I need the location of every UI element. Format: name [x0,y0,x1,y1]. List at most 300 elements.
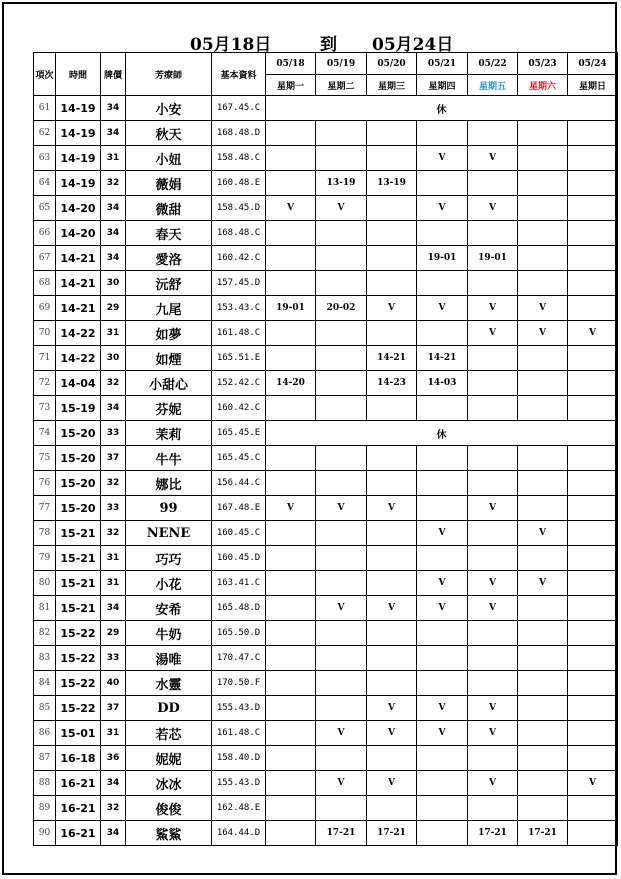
row-time: 15-22 [56,646,101,671]
schedule-cell [266,321,316,346]
schedule-cell [316,521,367,546]
row-time: 15-01 [56,721,101,746]
row-price: 32 [101,521,126,546]
table-row [34,246,618,271]
schedule-cell: V [417,521,468,546]
table-row [34,746,618,771]
row-therapist: 俊俊 [126,796,212,821]
row-price: 40 [101,671,126,696]
schedule-cell [518,596,568,621]
schedule-cell [417,796,468,821]
schedule-cell [518,721,568,746]
schedule-cell [568,271,618,296]
schedule-cell: V [266,196,316,221]
row-info: 168.48.D [212,121,266,146]
schedule-cell [568,571,618,596]
schedule-cell [568,371,618,396]
row-info: 160.45.C [212,521,266,546]
schedule-cell [518,121,568,146]
row-index: 82 [34,621,56,646]
rest-day-cell: 休 [266,421,618,446]
row-price: 34 [101,121,126,146]
weekday-header: 星期三 [367,75,417,96]
schedule-cell [568,346,618,371]
schedule-cell [518,496,568,521]
row-index: 66 [34,221,56,246]
schedule-cell [367,221,417,246]
row-index: 61 [34,96,56,121]
row-therapist: 九尾 [126,296,212,321]
row-time: 16-21 [56,796,101,821]
schedule-cell [316,696,367,721]
schedule-cell [367,746,417,771]
schedule-cell [568,696,618,721]
row-therapist: 妮妮 [126,746,212,771]
row-time: 14-20 [56,196,101,221]
schedule-cell [568,196,618,221]
schedule-cell [417,496,468,521]
row-index: 80 [34,571,56,596]
schedule-cell: V [518,296,568,321]
header-therapist: 芳療師 [126,53,212,96]
row-time: 15-20 [56,496,101,521]
end-date: 05月24日 [372,35,454,55]
row-info: 170.50.F [212,671,266,696]
weekday-header: 星期二 [316,75,367,96]
schedule-cell [568,521,618,546]
table-row [34,546,618,571]
table-row [34,371,618,396]
schedule-cell [266,621,316,646]
table-row [34,646,618,671]
row-price: 32 [101,171,126,196]
schedule-cell [367,121,417,146]
schedule-cell [266,721,316,746]
schedule-cell [518,771,568,796]
schedule-cell [518,696,568,721]
row-price: 34 [101,821,126,846]
schedule-cell [568,546,618,571]
schedule-cell [417,271,468,296]
schedule-cell [367,471,417,496]
row-time: 16-21 [56,771,101,796]
row-info: 164.44.D [212,821,266,846]
row-price: 34 [101,596,126,621]
row-price: 29 [101,621,126,646]
schedule-cell [316,246,367,271]
schedule-cell: V [468,146,518,171]
schedule-cell [266,221,316,246]
row-index: 64 [34,171,56,196]
schedule-cell [266,471,316,496]
table-row [34,796,618,821]
schedule-cell [518,371,568,396]
schedule-cell [266,271,316,296]
schedule-cell [266,121,316,146]
schedule-cell [518,246,568,271]
weekday-header: 星期日 [568,75,618,96]
schedule-cell [367,321,417,346]
row-therapist: DD [126,696,212,721]
weekday-header: 星期六 [518,75,568,96]
table-row [34,421,618,446]
schedule-cell [417,821,468,846]
row-index: 73 [34,396,56,421]
schedule-cell [468,346,518,371]
row-price: 37 [101,696,126,721]
row-therapist: 秋天 [126,121,212,146]
schedule-cell: V [417,596,468,621]
row-info: 170.47.C [212,646,266,671]
schedule-cell: V [417,146,468,171]
row-index: 90 [34,821,56,846]
row-time: 16-21 [56,821,101,846]
row-therapist: 牛奶 [126,621,212,646]
schedule-cell [468,171,518,196]
row-therapist: 如夢 [126,321,212,346]
row-info: 162.48.E [212,796,266,821]
row-therapist: 沅舒 [126,271,212,296]
schedule-cell [468,221,518,246]
row-info: 155.43.D [212,771,266,796]
schedule-cell [316,221,367,246]
row-therapist: 牛牛 [126,446,212,471]
row-price: 32 [101,796,126,821]
row-therapist: 安希 [126,596,212,621]
row-price: 30 [101,271,126,296]
schedule-cell [568,596,618,621]
row-info: 165.48.D [212,596,266,621]
row-price: 33 [101,421,126,446]
schedule-cell: V [468,496,518,521]
schedule-cell: 19-01 [468,246,518,271]
rest-day-cell: 休 [266,96,618,121]
row-index: 68 [34,271,56,296]
schedule-cell [367,796,417,821]
schedule-cell: 13-19 [367,171,417,196]
schedule-cell: V [468,321,518,346]
row-price: 30 [101,346,126,371]
schedule-cell: V [367,696,417,721]
row-time: 15-20 [56,421,101,446]
schedule-cell [266,821,316,846]
schedule-cell [316,671,367,696]
row-therapist: 冰冰 [126,771,212,796]
row-price: 33 [101,496,126,521]
row-info: 161.48.C [212,321,266,346]
schedule-cell [367,671,417,696]
table-row [34,671,618,696]
date-header: 05/24 [568,53,618,75]
schedule-cell [417,321,468,346]
row-time: 14-19 [56,171,101,196]
schedule-cell [316,146,367,171]
table-row [34,471,618,496]
schedule-cell [417,396,468,421]
schedule-cell [468,646,518,671]
row-index: 62 [34,121,56,146]
table-row [34,321,618,346]
table-row [34,346,618,371]
schedule-cell [568,221,618,246]
table-row [34,696,618,721]
schedule-cell [266,521,316,546]
row-time: 15-20 [56,471,101,496]
schedule-cell: V [367,771,417,796]
table-row [34,721,618,746]
schedule-cell [518,171,568,196]
schedule-cell [468,746,518,771]
row-info: 163.41.C [212,571,266,596]
schedule-cell [417,171,468,196]
schedule-cell: 14-21 [417,346,468,371]
table-row [34,96,618,121]
schedule-cell [518,471,568,496]
schedule-cell [266,346,316,371]
schedule-cell [316,746,367,771]
schedule-cell [316,371,367,396]
schedule-cell [367,196,417,221]
schedule-cell [316,346,367,371]
schedule-cell [417,546,468,571]
date-header: 05/18 [266,53,316,75]
row-therapist: 娜比 [126,471,212,496]
schedule-cell: 20-02 [316,296,367,321]
table-row [34,121,618,146]
row-therapist: 鯊鯊 [126,821,212,846]
schedule-cell: V [367,596,417,621]
row-index: 79 [34,546,56,571]
row-index: 76 [34,471,56,496]
schedule-cell [417,621,468,646]
schedule-cell [367,521,417,546]
row-price: 34 [101,221,126,246]
schedule-cell: 14-03 [417,371,468,396]
schedule-cell [568,646,618,671]
schedule-cell [367,646,417,671]
row-time: 16-18 [56,746,101,771]
schedule-cell [417,671,468,696]
schedule-cell [468,371,518,396]
schedule-cell [266,571,316,596]
row-therapist: 薇娟 [126,171,212,196]
row-info: 155.43.D [212,696,266,721]
row-time: 15-19 [56,396,101,421]
row-index: 67 [34,246,56,271]
row-index: 63 [34,146,56,171]
table-row [34,171,618,196]
date-header: 05/21 [417,53,468,75]
schedule-cell [568,746,618,771]
row-index: 78 [34,521,56,546]
schedule-cell: 19-01 [417,246,468,271]
schedule-cell [417,771,468,796]
schedule-cell [316,446,367,471]
schedule-cell: V [468,296,518,321]
row-price: 31 [101,571,126,596]
row-info: 156.44.C [212,471,266,496]
row-price: 29 [101,296,126,321]
schedule-cell [316,396,367,421]
schedule-cell [316,546,367,571]
schedule-cell: V [468,571,518,596]
row-price: 31 [101,546,126,571]
schedule-cell [417,471,468,496]
schedule-cell [468,121,518,146]
row-time: 14-22 [56,321,101,346]
schedule-cell [316,121,367,146]
table-row [34,146,618,171]
row-index: 87 [34,746,56,771]
row-info: 160.42.C [212,246,266,271]
row-time: 15-22 [56,671,101,696]
row-time: 14-19 [56,146,101,171]
schedule-cell [266,146,316,171]
table-row [34,596,618,621]
schedule-cell: V [468,596,518,621]
schedule-table [33,52,618,846]
schedule-cell: V [468,696,518,721]
row-time: 14-19 [56,96,101,121]
schedule-cell [568,446,618,471]
start-date: 05月18日 [190,35,272,55]
schedule-rows [34,96,618,846]
row-index: 89 [34,796,56,821]
schedule-cell [568,496,618,521]
schedule-cell: V [417,196,468,221]
schedule-cell [468,271,518,296]
row-index: 69 [34,296,56,321]
schedule-cell: V [417,696,468,721]
schedule-cell [568,396,618,421]
schedule-cell: V [316,496,367,521]
row-info: 160.42.C [212,396,266,421]
row-time: 14-22 [56,346,101,371]
schedule-cell [468,396,518,421]
schedule-cell: V [468,721,518,746]
row-time: 15-22 [56,696,101,721]
schedule-cell [367,146,417,171]
schedule-cell [568,671,618,696]
row-therapist: 巧巧 [126,546,212,571]
date-header: 05/23 [518,53,568,75]
row-info: 165.45.C [212,446,266,471]
schedule-cell [468,621,518,646]
schedule-title [0,30,621,55]
schedule-cell [568,721,618,746]
row-therapist: 小花 [126,571,212,596]
schedule-cell [417,646,468,671]
schedule-cell [518,396,568,421]
schedule-cell: V [316,196,367,221]
row-index: 83 [34,646,56,671]
header-price: 牌價 [101,53,126,96]
schedule-cell [367,246,417,271]
row-info: 158.48.C [212,146,266,171]
to-label: 到 [320,35,337,55]
row-therapist: 愛洛 [126,246,212,271]
header-time: 時間 [56,53,101,96]
schedule-cell [266,646,316,671]
schedule-cell: V [518,521,568,546]
row-therapist: 芬妮 [126,396,212,421]
row-index: 72 [34,371,56,396]
schedule-cell [417,446,468,471]
row-index: 85 [34,696,56,721]
date-header: 05/19 [316,53,367,75]
schedule-cell [367,446,417,471]
row-index: 75 [34,446,56,471]
schedule-cell [518,646,568,671]
row-therapist: 若芯 [126,721,212,746]
row-time: 15-21 [56,596,101,621]
row-info: 167.45.C [212,96,266,121]
row-therapist: 小甜心 [126,371,212,396]
schedule-cell [266,746,316,771]
header-index: 項次 [34,53,56,96]
schedule-cell [266,671,316,696]
schedule-cell: 17-21 [316,821,367,846]
row-info: 165.45.E [212,421,266,446]
schedule-cell [266,396,316,421]
schedule-cell [266,546,316,571]
row-price: 34 [101,196,126,221]
schedule-cell [568,246,618,271]
schedule-cell [518,271,568,296]
schedule-cell [367,621,417,646]
row-time: 15-21 [56,571,101,596]
row-therapist: NENE [126,521,212,546]
row-info: 152.42.C [212,371,266,396]
schedule-cell [518,446,568,471]
weekday-header: 星期四 [417,75,468,96]
row-price: 31 [101,321,126,346]
row-price: 34 [101,96,126,121]
row-info: 157.45.D [212,271,266,296]
table-row [34,821,618,846]
schedule-cell [367,571,417,596]
schedule-cell: 17-21 [468,821,518,846]
row-therapist: 微甜 [126,196,212,221]
row-therapist: 春天 [126,221,212,246]
schedule-cell [266,171,316,196]
schedule-cell [417,221,468,246]
schedule-cell [367,396,417,421]
row-info: 158.45.D [212,196,266,221]
row-info: 168.48.C [212,221,266,246]
schedule-cell [316,621,367,646]
row-price: 31 [101,721,126,746]
schedule-cell [518,196,568,221]
schedule-cell: V [316,721,367,746]
row-time: 14-21 [56,246,101,271]
row-price: 37 [101,446,126,471]
table-row [34,496,618,521]
schedule-cell: 14-21 [367,346,417,371]
schedule-cell [367,546,417,571]
header-info: 基本資料 [212,53,266,96]
weekday-header: 星期一 [266,75,316,96]
schedule-cell [568,821,618,846]
schedule-cell [316,471,367,496]
schedule-cell [518,146,568,171]
schedule-cell [468,471,518,496]
schedule-cell: V [316,596,367,621]
schedule-cell [468,671,518,696]
row-price: 34 [101,246,126,271]
schedule-cell [316,321,367,346]
row-therapist: 99 [126,496,212,521]
